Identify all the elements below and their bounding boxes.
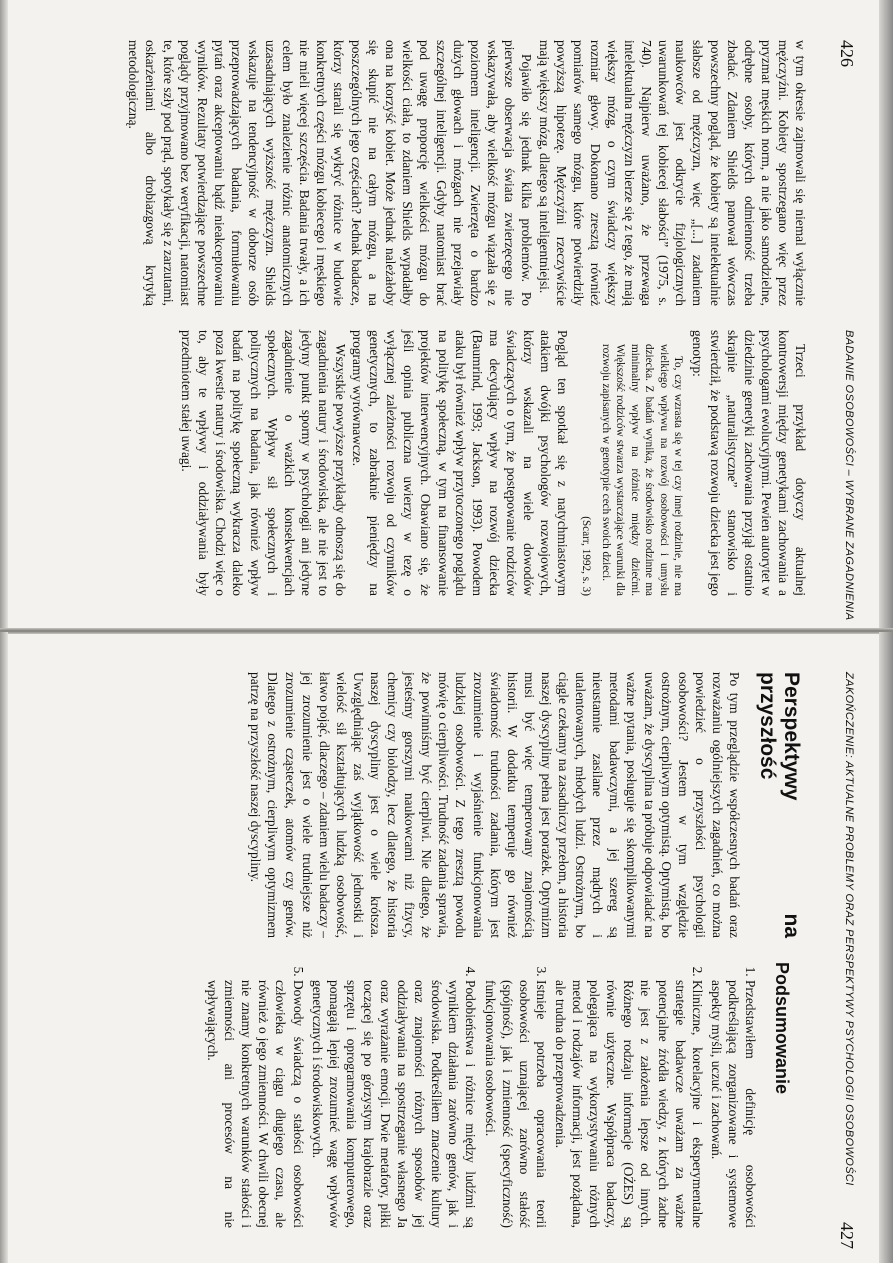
text-column-2 xyxy=(202,962,809,1228)
list-item: 3. Istnieje potrzeba opracowania teorii osobowości uznającej zarówno stałość (spójność), jak i zmienność (specyficzność) funkcjonowania osobowości. xyxy=(482,980,550,1228)
list-item: 1. Przedstawiłem definicję osobowości podkreślającą zorganizowane i systemowe aspekty myśli, uczuć i zachowań. xyxy=(708,980,759,1228)
summary-list xyxy=(204,962,759,1228)
list-item: 4. Podobieństwa i różnice między ludźmi są wynikiem działania zarówno genów, jak i środowiska. Podkreśliłem znaczenie kultury oraz znajomości różnych sposobów jej oddziaływania na spostrzeganie własnego Ja oraz wyrażanie emocji. Dwie metafory, piłki toczącej się po górzystym krajobrazie oraz sprzętu i oprogramowania komputerowego, pomagają lepiej zrozumieć wagę wpływów genetycznych i środowiskowych. xyxy=(309,980,480,1228)
paragraph: Pogląd ten spotkał się z natychmiastowym atakiem dwójki psychologów rozwojowych, którzy wskazali na wiele dowodów świadczących o tym, że postępowanie rodziców ma decydujący wpływ na rozwój dziecka (Baumrind, 1993; Jackson, 1993). Powodem ataku był również wpływ przytoczonego poglądu na politykę społeczną, w tym na finansowanie projektów interwencyjnych. Obawiano się, że jeśli opinia publiczna uwierzy w tezę o wyłącznej zależności rozwoju od czynników genetycznych, to zabraknie pieniędzy na programy wyrównawcze. xyxy=(350,330,571,596)
paragraph: Trzeci przykład dotyczy aktualnej kontrowersji między genetykami zachowania a psychologami ewolucyjnymi. Pewien autorytet w dziedzinie genetyki zachowania przyjął ostatnio skrajnie „naturalistyczne” stanowisko i stwierdził, że podstawą rozwoju dziecka jest jego genotyp: xyxy=(690,330,808,596)
right-page xyxy=(0,632,893,1263)
quote-source: (Scarr, 1992, s. 3) xyxy=(580,516,593,596)
paragraph: Pojawiło się jednak kilka problemów. Po pierwsze obserwacja świata zwierzęcego nie wskazywała, aby wielkość mózgu wiązała się z poziomem inteligencji. Zwierzęta o bardzo dużych głowach i mózgach nie przejawiały szczególnej inteligencji. Gdyby natomiast brać pod uwagę proporcję wielkości mózgu do wielkości ciała, to zdaniem Shields wypadałby ona na korzyść kobiet. Może jednak należałoby się skupić nie na całym mózgu, a na poszczególnych jego częściach? Jednak badacze, którzy starali się wykryć różnice w budowie konkretnych części mózgu kobiecego i męskiego nie mieli więcej szczęścia. Badania trwały, a ich celem było znalezienie różnic anatomicznych uzasadniających wyższość mężczyzn. Shields wskazuje na tendencyjność w doborze osób przeprowadzających badania, formułowaniu pytań oraz akceptowaniu bądź nieakceptowaniu wyników. Rezultaty potwierdzające powszechne poglądy przyjmowano bez weryfikacji, natomiast te, które szły pod prąd, spotykały się z zarzutami, oskarżeniami albo drobiazgową krytyką metodologiczną. xyxy=(126,40,535,306)
page-number: 427 xyxy=(837,1222,857,1249)
list-item: 5. Dowody świadczą o stałości osobowości człowieka w ciągu długiego czasu, ale również o jego zmienności. W chwili obecnej nie znamy konkretnych warunków stałości i zmienności ani procesów na nie wpływających. xyxy=(204,980,307,1228)
text-column-2 xyxy=(178,330,809,596)
paragraph: Wszystkie powyższe przykłady odnoszą się do zagadnienia natury i środowiska, ale nie jest to jedyny punkt sporny w psychologii ani jedyne zagadnienie o ważkich konsekwencjach społecznych. Wpływ sił społecznych i politycznych na badania, jak również wpływ badań na politykę społeczną wykracza daleko poza kwestie natury i środowiska. Chodzi więc o to, aby te wpływy i oddziaływania były przedmiotem stałej uwagi. xyxy=(179,330,349,596)
scan-edge-bottom xyxy=(0,632,8,1263)
paragraph: Po tym przeglądzie współczesnych badań oraz rozważaniu ogólniejszych zagadnień, co można powiedzieć o przyszłości psychologii osobowości? Jestem w tym względzie ostrożnym, cierpliwym optymistą. Optymistą, bo uważam, że dyscyplina ta próbuje odpowiadać na ważne pytania, posługuje się skomplikowanymi metodami badawczymi, a jej szereg są nieustannie zasilane przez mądrych i utalentowanych, młodych ludzi. Ostrożnym, bo ciągle czekamy na zasadniczy przełom, a historia naszej dyscypliny pełna jest porażek. Optymizm musi być więc temperowany znajomością historii. W dodatku temperuje go również świadomość trudności zadania, którym jest zrozumienie i wyjaśnienie funkcjonowania ludzkiej osobowości. Z tego zresztą powodu mówię o cierpliwości. Trudność zadania sprawia, że powinniśmy być cierpliwi. Nie dlatego, że jesteśmy gorszymi naukowcami niż fizycy, chemicy czy biolodzy, lecz dlatego, że historia naszej dyscypliny jest o wiele krótsza. Uwzględniając zaś wyjątkowość jednostki i wielość sił kształtujących ludzką osobowość, łatwo pojąć, dlaczego – zdaniem wielu badaczy – jej zrozumienie jest o wiele trudniejsze niż zrozumienie cząsteczek, atomów czy genów. Dlatego z ostrożnym, cierpliwym optymizmem patrzę na przyszłość naszej dyscypliny. xyxy=(248,672,742,938)
page-number: 426 xyxy=(837,40,857,67)
running-head: BADANIE OSOBOWOŚCI – WYBRANE ZAGADNIENIA xyxy=(843,330,855,621)
section-heading: Perspektywy na przyszłość xyxy=(756,672,803,938)
quote-text: To, czy wzrasta się w tej czy innej rodzinie, nie ma wielkiego wpływu na rozwój osobowości i umysłu dziecka. Z badań wynika, że środowisko rodzinne ma minimalny wpływ na różnice między dziećmi. Większość rodziców stwarza wystarczające warunki dla rozwoju zapisanych w genotypie cech swoich dzieci. xyxy=(599,344,685,596)
text-column-1 xyxy=(247,672,809,938)
list-item: 2. Kliniczne, korelacyjne i eksperymentalne strategie badawcze uważam za ważne potencjalne źródła wiedzy, z których żadne nie jest z założenia lepsze od innych. Różnego rodzaju informacje (OŻES) są równie użyteczne. Współpraca badaczy, polegająca na wykorzystywaniu różnych metod i rodzajów informacji, jest pożądana, ale trudna do przeprowadzenia. xyxy=(552,980,706,1228)
scan-edge-top xyxy=(879,0,893,631)
scan-edge-bottom xyxy=(0,0,8,631)
section-heading: Podsumowanie xyxy=(772,962,792,1095)
block-quote xyxy=(598,344,685,596)
scan-edge-top xyxy=(879,632,893,1263)
text-column-1 xyxy=(125,40,809,306)
running-head: ZAKOŃCZENIE: AKTUALNE PROBLEMY ORAZ PERSPEKTYWY PSYCHOLOGII OSOBOWOŚCI xyxy=(843,672,855,1186)
paragraph: w tym okresie zajmowali się niemal wyłącznie mężczyźni. Kobiety spostrzegano więc przez pryzmat męskich norm, a nie jako samodzielne, odrębne osoby, których odmienność trzeba zbadać. Zdaniem Shields panował wówczas powszechny pogląd, że kobiety są intelektualnie słabsze od mężczyzn, więc „[...] zadaniem naukowców jest odkrycie fizjologicznych uwarunkowań tej kobiecej słabości” (1975, s. 740). Najpierw uważano, że przewaga intelektualna mężczyzn bierze się z tego, że mają większy mózg, o czym świadczy większy rozmiar głowy. Dokonano zresztą również pomiarów samego mózgu, które potwierdziły powyższą hipotezę. Mężczyźni rzeczywiście mają większy mózg, dlatego są inteligentniejsi. xyxy=(536,40,808,306)
left-page xyxy=(0,0,893,631)
